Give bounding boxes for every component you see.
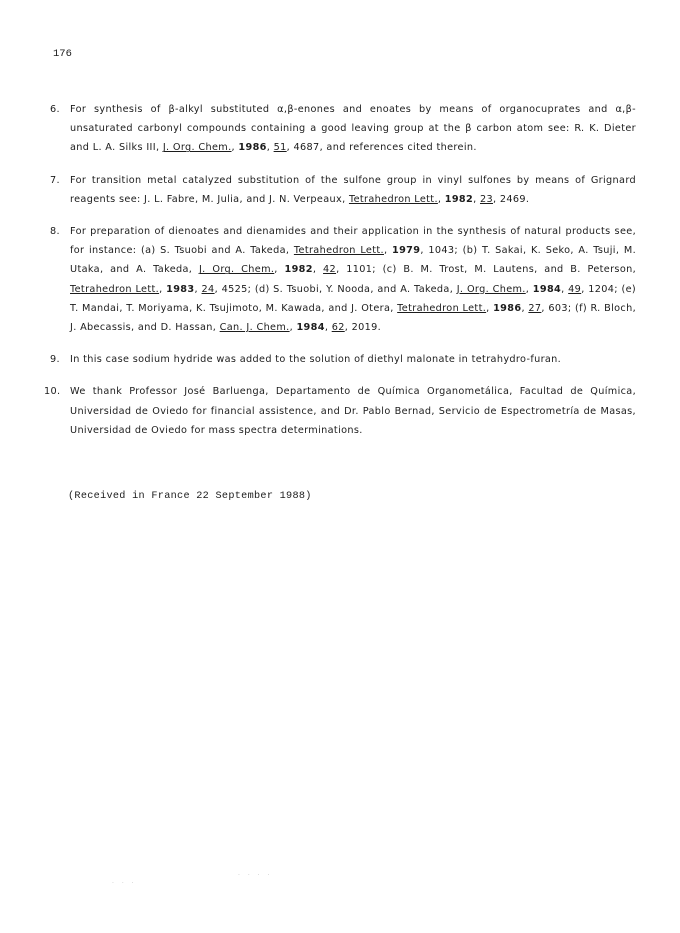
- note-9: [50, 350, 636, 369]
- journal-name: Tetrahedron Lett.: [397, 302, 487, 314]
- journal-name: J. Org. Chem.: [456, 283, 526, 295]
- note-number: 10.: [44, 386, 61, 398]
- citation-year: 1986: [493, 302, 522, 314]
- received-date-line: (Received in France 22 September 1988): [68, 491, 312, 502]
- note-text-run: ,: [324, 322, 332, 334]
- note-number: 6.: [50, 104, 60, 115]
- note-text-run: , 1204; (e) T. Mandai, T. Moriyama, K. Tsujimoto, M. Kawada, and J. Otera,: [70, 283, 637, 314]
- journal-name: J. Org. Chem.: [198, 264, 275, 276]
- note-6: [50, 100, 636, 158]
- citation-year: 1984: [296, 322, 325, 334]
- note-text-run: For preparation of dienoates and dienamides and their application in the synthesis of natural products see, for instance: (a) S. Tsuobi and A. Takeda,: [70, 226, 636, 257]
- citation-volume: 27: [528, 302, 542, 314]
- note-text-run: α,β: [615, 104, 633, 115]
- note-text-run: -alkyl substituted: [175, 104, 278, 115]
- note-text-run: -unsaturated carbonyl compounds containing a good leaving group at the: [70, 104, 636, 135]
- journal-name: J. Org. Chem.: [162, 142, 232, 154]
- journal-name: Tetrahedron Lett.: [348, 193, 438, 205]
- note-text-run: ,: [159, 283, 167, 295]
- note-text-run: ,: [194, 283, 202, 295]
- note-text: [70, 104, 636, 153]
- note-text: [70, 386, 636, 435]
- note-text-run: α,β: [277, 104, 294, 115]
- note-text-run: ,: [274, 264, 285, 276]
- note-text-run: -enones and enoates by means of organocuprates and: [293, 104, 616, 115]
- citation-volume: 24: [201, 283, 215, 295]
- citation-volume: 49: [568, 283, 582, 295]
- note-text-run: , 2469.: [493, 193, 530, 205]
- note-7: [50, 171, 636, 209]
- note-text-run: , 1101; (c) B. M. Trost, M. Lautens, and B. Peterson,: [336, 264, 637, 276]
- journal-name: Tetrahedron Lett.: [70, 283, 160, 295]
- note-10: [44, 382, 636, 440]
- note-number: 7.: [50, 174, 60, 186]
- note-text-run: ,: [289, 322, 297, 334]
- journal-name: Can. J. Chem.: [219, 322, 290, 334]
- page-number: 176: [53, 48, 72, 60]
- journal-name: Tetrahedron Lett.: [293, 245, 384, 257]
- note-text-run: ,: [383, 245, 392, 257]
- note-text-run: , 603; (f) R. Bloch, J. Abecassis, and D. Hassan,: [70, 302, 637, 334]
- note-text-run: ,: [231, 142, 239, 154]
- note-text-run: , 4687, and references cited therein.: [286, 142, 477, 154]
- note-text-run: ,: [521, 302, 529, 314]
- note-text-run: , 2019.: [344, 322, 382, 334]
- citation-year: 1979: [391, 245, 421, 257]
- note-text-run: β: [168, 104, 176, 115]
- note-text-run: For transition metal catalyzed substitution of the sulfone group in vinyl sulfones by means of Grignard reagents see: J. L. Fabre, M. Julia, and J. N. Verpeaux,: [70, 174, 636, 205]
- note-text-run: carbon atom see: R. K. Dieter and L. A. Silks III,: [70, 123, 636, 154]
- citation-year: 1982: [284, 264, 313, 276]
- note-text-run: ,: [525, 283, 533, 295]
- note-text-run: ,: [473, 193, 480, 205]
- note-text: [70, 175, 636, 205]
- scan-specks: · · ·: [112, 880, 137, 887]
- citation-volume: 62: [331, 322, 345, 334]
- citation-volume: 42: [323, 264, 337, 276]
- citation-year: 1984: [532, 283, 562, 295]
- note-number: 8.: [50, 226, 60, 238]
- note-text-run: ,: [561, 283, 569, 295]
- citation-volume: 51: [273, 142, 287, 154]
- citation-year: 1986: [238, 142, 267, 154]
- scan-specks: · · · ·: [238, 872, 273, 879]
- note-text-run: In this case sodium hydride was added to the solution of diethyl malonate in tetrahydro-furan.: [70, 354, 562, 366]
- note-text-run: ,: [312, 264, 324, 276]
- note-text-run: For synthesis of: [70, 104, 169, 115]
- citation-year: 1983: [166, 283, 195, 295]
- note-text-run: ,: [486, 302, 494, 314]
- citation-year: 1982: [444, 193, 474, 205]
- note-text-run: ,: [266, 142, 274, 154]
- note-8: [50, 222, 636, 337]
- note-text-run: ,: [437, 193, 445, 205]
- reference-notes: [44, 100, 637, 453]
- note-text-run: , 1043; (b) T. Sakai, K. Seko, A. Tsuji, M. Utaka, and A. Takeda,: [70, 245, 636, 276]
- note-number: 9.: [50, 354, 60, 366]
- citation-volume: 23: [479, 193, 494, 205]
- note-text-run: β: [465, 123, 472, 135]
- note-text: [70, 226, 636, 333]
- note-text: [70, 354, 561, 365]
- note-text-run: , 4525; (d) S. Tsuobi, Y. Nooda, and A. Takeda,: [214, 283, 457, 295]
- note-text-run: We thank Professor José Barluenga, Departamento de Química Organometálica, Facultad de Química, Universidad de Oviedo for financial assistence, and Dr. Pablo Bernad, Servicio de Espectrometría de Masas, Universidad de Oviedo for mass spectra determinations.: [70, 386, 636, 436]
